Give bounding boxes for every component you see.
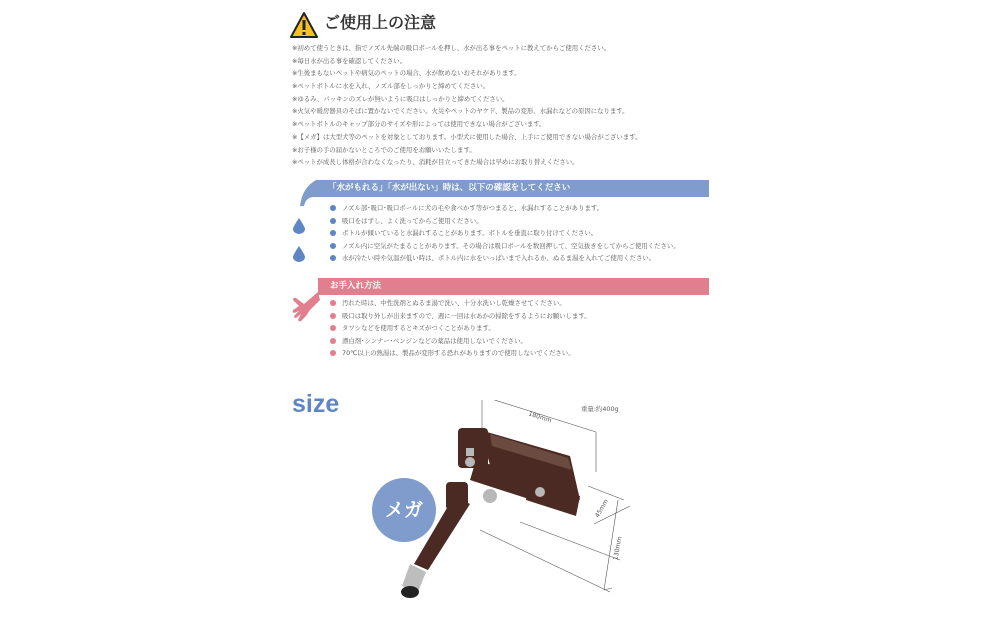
notice-item: ※【メガ】は大型犬等のペットを対象としております。小型犬に使用した場合、上手にご使用できない場合がございます。 bbox=[292, 132, 642, 141]
model-badge: メガ bbox=[372, 478, 436, 542]
list-item: タワシなどを使用するとキズがつくことがあります。 bbox=[330, 322, 591, 335]
water-check-list bbox=[330, 202, 680, 265]
height-dimension: 130mm bbox=[612, 536, 624, 561]
notice-item: ※ペットが成長し体格が合わなくなったり、消耗が目立ってきた場合は早めにお取り替えください。 bbox=[292, 158, 579, 167]
notice-item: ※ペットボトルのキャップ部分のサイズや形によっては使用できない場合がございます。 bbox=[292, 120, 546, 129]
notice-item: ※火気や暖房器具のそばに置かないでください。火災やペットのヤケド、製品の変形、水漏れなどの原因になります。 bbox=[292, 107, 629, 116]
care-list bbox=[330, 297, 591, 360]
list-item: ノズル部･吸口･吸口ボールに犬の毛や食べかす等がつまると、水漏れすることがあります。 bbox=[330, 202, 680, 215]
list-item: 漂白剤･シンナー･ベンジンなどの薬品は使用しないでください。 bbox=[330, 335, 591, 348]
weight-label: 重量:約400g bbox=[581, 405, 619, 413]
notice-item: ※ペットボトルに水を入れ、ノズル部をしっかりと締めてください。 bbox=[292, 82, 490, 91]
list-item: 吸口をはずし、よく洗ってからご使用ください。 bbox=[330, 215, 680, 228]
care-section-heading: お手入れ方法 bbox=[318, 278, 709, 295]
list-item: 吸口は取り外しが出来ますので、週に一回は水あかの掃除をするようにお願いします。 bbox=[330, 310, 591, 323]
size-heading: size bbox=[292, 390, 340, 418]
list-item: ボトルが傾いていると水漏れすることがあります。ボトルを垂直に取り付けてください。 bbox=[330, 227, 680, 240]
notice-list bbox=[292, 42, 712, 169]
notice-item: ※生後まもないペットや病気のペットの場合、水が飲めないおそれがあります。 bbox=[292, 69, 521, 78]
list-item: 70℃以上の熱湯は、製品が変形する恐れがありますので使用しないでください。 bbox=[330, 347, 591, 360]
notice-item: ※ゆるみ、パッキンのズレが無いように吸口はしっかりと締めてください。 bbox=[292, 94, 509, 103]
notice-item: ※毎日水が出る事を確認してください。 bbox=[292, 56, 406, 65]
width-dimension: 180mm bbox=[527, 410, 553, 425]
water-section-heading: 「水がもれる」「水が出ない」時は、以下の確認をしてください bbox=[320, 180, 709, 197]
hand-icon bbox=[290, 290, 320, 324]
list-item: ノズル内に空気がたまることがあります。その場合は吸口ボールを数回押して、空気抜きをしてからご使用ください。 bbox=[330, 240, 680, 253]
warning-icon bbox=[290, 12, 318, 38]
water-drop-icon bbox=[293, 218, 305, 234]
water-drop-icon bbox=[293, 246, 305, 262]
page-title: ご使用上の注意 bbox=[324, 13, 437, 32]
notice-item: ※初めて使うときは、指でノズル先端の吸口ボールを押し、水が出る事をペットに教えてからご使用ください。 bbox=[292, 44, 611, 52]
depth-dimension: 45mm bbox=[593, 498, 610, 519]
list-item: 水が冷たい時や気温が低い時は、ボトル内に水をいっぱいまで入れるか、ぬるま湯を入れてご使用ください。 bbox=[330, 252, 680, 265]
notice-item: ※お子様の手の届かないところでのご使用をお願いいたします。 bbox=[292, 145, 476, 154]
list-item: 汚れた時は、中性洗剤とぬるま湯で洗い、十分水洗いし乾燥させてください。 bbox=[330, 297, 591, 310]
